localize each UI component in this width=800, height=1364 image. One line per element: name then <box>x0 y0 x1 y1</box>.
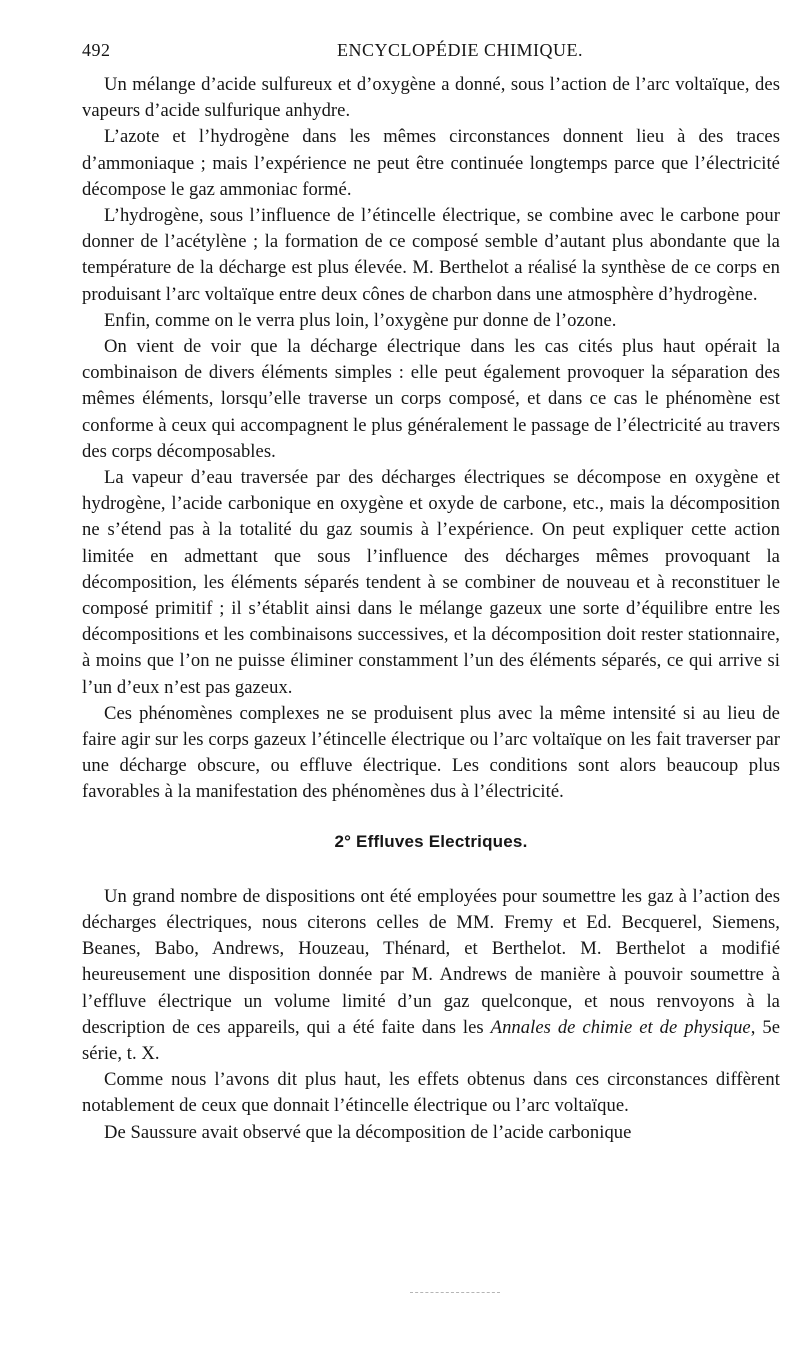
running-title: ENCYCLOPÉDIE CHIMIQUE. <box>337 40 583 60</box>
page-header <box>82 40 780 72</box>
paragraph: On vient de voir que la décharge électrique dans les cas cités plus haut opérait la combinaison de divers éléments simples : elle peut également provoquer la séparation des mêmes éléments, lorsqu’elle traverse un corps composé, et dans ce cas le phénomène est conforme à ceux qui accompagnent le plus généralement le passage de l’électricité au travers des corps décomposables. <box>82 336 780 462</box>
paragraph: L’azote et l’hydrogène dans les mêmes circonstances donnent lieu à des traces d’ammoniaque ; mais l’expérience ne peut être continuée longtemps parce que l’électricité décompose le gaz ammoniac formé. <box>82 126 780 200</box>
paragraph: De Saussure avait observé que la décomposition de l’acide carbonique <box>104 1121 632 1143</box>
page-number: 492 <box>82 40 111 60</box>
body-text <box>82 72 780 1146</box>
paragraph: L’hydrogène, sous l’influence de l’étincelle électrique, se combine avec le carbone pour donner de l’acétylène ; la formation de ce composé semble d’autant plus abondante que la température de la décharge est plus élevée. M. Berthelot a réalisé la synthèse de ce corps en produisant l’arc voltaïque entre deux cônes de charbon dans une atmosphère d’hydrogène. <box>82 205 780 305</box>
section-heading: 2° Effluves Electriques. <box>334 831 528 851</box>
paragraph: Un mélange d’acide sulfureux et d’oxygène a donné, sous l’action de l’arc voltaïque, des vapeurs d’acide sulfurique anhydre. <box>82 74 780 122</box>
paragraph: Ces phénomènes complexes ne se produisent plus avec la même intensité si au lieu de faire agir sur les corps gazeux l’étincelle électrique ou l’arc voltaïque on les fait traverser par une décharge obscure, ou effluve électrique. Les conditions sont alors beaucoup plus favorables à la manifestation des phénomènes dus à l’électricité. <box>82 702 780 803</box>
page-bottom-mark <box>410 1292 500 1294</box>
paragraph: La vapeur d’eau traversée par des décharges électriques se décompose en oxygène et hydrogène, l’acide carbonique en oxygène et oxyde de carbone, etc., mais la décomposition ne s’étend pas à la totalité du gaz soumis à l’expérience. On peut expliquer cette action limitée en admettant que sous l’influence des décharges mêmes provoquant la décomposition, les éléments séparés tendent à se combiner de nouveau et à reconstituer le composé primitif ; il s’établit ainsi dans le mélange gazeux une sorte d’équilibre entre les décompositions et les combinaisons successives, et la décomposition doit rester stationnaire, à moins que l’on ne puisse éliminer constamment l’un des éléments séparés, ce qui arrive si l’un d’eux n’est pas gazeux. <box>82 467 780 698</box>
journal-title: Annales de chimie et de physique <box>490 1016 751 1038</box>
paragraph-text: , 5e série, t. X. <box>82 1016 781 1064</box>
paragraph-text: Un grand nombre de dispositions ont été employées pour soumettre les gaz à l’action des décharges électriques, nous citerons celles de MM. Fremy et Ed. Becquerel, Siemens, Beanes, Babo, Andrews, Houzeau, Thénard, et Berthelot. M. Berthelot a modifié heureusement une disposition donnée par M. Andrews de manière à pouvoir soumettre à l’effluve électrique un volume limité d’un gaz quelconque, et nous renvoyons à la description de ces appareils, qui a été faite dans les <box>82 885 780 1038</box>
paragraph <box>82 884 780 1067</box>
paragraph: Enfin, comme on le verra plus loin, l’oxygène pur donne de l’ozone. <box>104 309 617 331</box>
paragraph: Comme nous l’avons dit plus haut, les effets obtenus dans ces circonstances diffèrent notablement de ceux que donnait l’étincelle électrique ou l’arc voltaïque. <box>82 1069 780 1117</box>
